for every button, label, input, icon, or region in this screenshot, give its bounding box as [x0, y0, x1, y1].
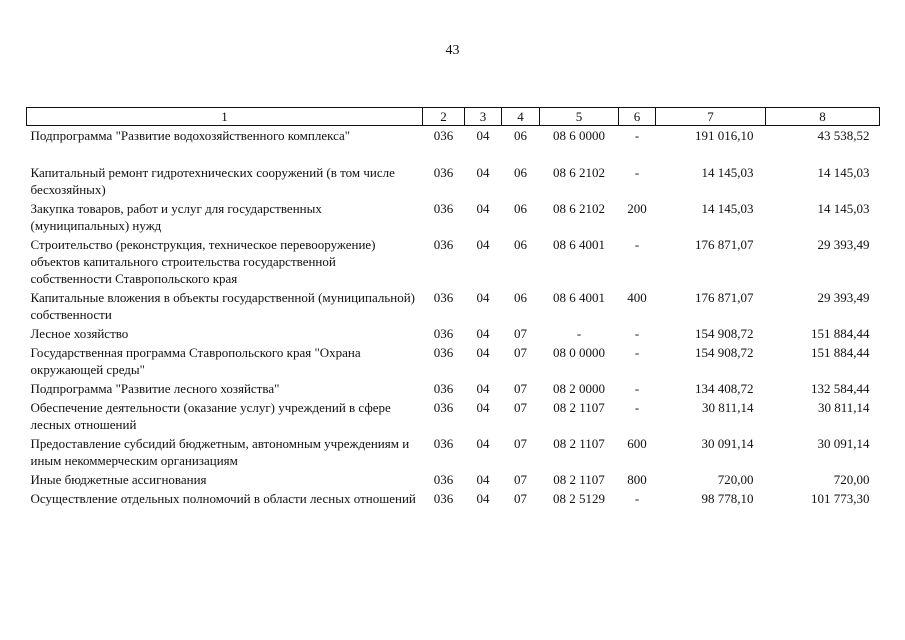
row-target-code: 08 6 0000	[553, 128, 605, 143]
row-section-code: 04	[476, 237, 490, 252]
row-name: Лесное хозяйство	[30, 326, 129, 341]
row-target-code: 08 6 4001	[553, 290, 605, 305]
row-amount-col7: 154 908,72	[695, 326, 754, 341]
row-amount-col8: 720,00	[833, 472, 870, 487]
row-amount-col7: 30 811,14	[701, 400, 754, 415]
row-amount-col8: 101 773,30	[811, 491, 870, 506]
row-ministry-code: 036	[433, 237, 454, 252]
row-expense-type: 600	[627, 436, 647, 451]
row-section-code: 04	[476, 491, 490, 506]
row-expense-type: -	[634, 326, 640, 341]
row-amount-col7: 720,00	[717, 472, 754, 487]
row-expense-type: -	[634, 237, 640, 252]
row-subsection-code: 07	[514, 472, 527, 487]
row-amount-col7: 176 871,07	[695, 237, 754, 252]
row-amount-col7: 134 408,72	[695, 381, 754, 396]
table-row	[27, 470, 880, 489]
row-subsection-code: 07	[514, 436, 527, 451]
row-amount-col7: 154 908,72	[695, 345, 754, 360]
row-section-code: 04	[476, 381, 490, 396]
budget-table	[26, 107, 880, 508]
row-target-code: 08 0 0000	[553, 345, 605, 360]
row-subsection-code: 07	[514, 326, 527, 341]
row-section-code: 04	[476, 436, 490, 451]
row-target-code: 08 2 1107	[553, 400, 605, 415]
row-section-code: 04	[476, 128, 490, 143]
table-row	[27, 126, 880, 164]
row-ministry-code: 036	[433, 491, 454, 506]
row-subsection-code: 06	[514, 165, 527, 180]
row-amount-col7: 14 145,03	[701, 165, 754, 180]
row-ministry-code: 036	[433, 128, 454, 143]
row-amount-col8: 30 091,14	[817, 436, 870, 451]
row-target-code: 08 2 1107	[553, 472, 605, 487]
row-amount-col8: 29 393,49	[817, 237, 870, 252]
header-col-4: 4	[502, 108, 540, 126]
row-subsection-code: 06	[514, 201, 527, 216]
row-name: Строительство (реконструкция, техническое перевооружение) объектов капитального строительства государственной собственности Ставропольского края	[30, 237, 376, 286]
row-name: Капитальный ремонт гидротехнических сооружений (в том числе бесхозяйных)	[30, 165, 395, 197]
row-amount-col7: 30 091,14	[701, 436, 754, 451]
row-target-code: 08 2 0000	[553, 381, 605, 396]
row-section-code: 04	[476, 290, 490, 305]
row-target-code: 08 2 5129	[553, 491, 605, 506]
header-row	[27, 108, 880, 126]
row-amount-col8: 29 393,49	[817, 290, 870, 305]
row-expense-type: -	[634, 381, 640, 396]
row-amount-col8: 14 145,03	[817, 201, 870, 216]
row-subsection-code: 06	[514, 290, 527, 305]
table-row	[27, 288, 880, 324]
header-col-5: 5	[540, 108, 619, 126]
row-amount-col7: 191 016,10	[695, 128, 754, 143]
budget-table-container	[26, 107, 879, 508]
row-name: Предоставление субсидий бюджетным, автономным учреждениям и иным некоммерческим организациям	[30, 436, 410, 468]
row-name: Иные бюджетные ассигнования	[30, 472, 207, 487]
row-expense-type: -	[634, 345, 640, 360]
row-amount-col7: 14 145,03	[701, 201, 754, 216]
row-amount-col7: 98 778,10	[701, 491, 754, 506]
row-expense-type: 200	[627, 201, 647, 216]
row-ministry-code: 036	[433, 326, 454, 341]
row-amount-col8: 151 884,44	[811, 326, 870, 341]
table-row	[27, 379, 880, 398]
row-name: Подпрограмма "Развитие водохозяйственного комплекса"	[30, 128, 351, 143]
row-name: Обеспечение деятельности (оказание услуг) учреждений в сфере лесных отношений	[30, 400, 391, 432]
row-target-code: 08 2 1107	[553, 436, 605, 451]
row-name: Государственная программа Ставропольского края "Охрана окружающей среды"	[30, 345, 361, 377]
header-col-2: 2	[423, 108, 465, 126]
row-ministry-code: 036	[433, 345, 454, 360]
row-amount-col8: 14 145,03	[817, 165, 870, 180]
row-expense-type: 800	[627, 472, 647, 487]
row-section-code: 04	[476, 326, 490, 341]
row-subsection-code: 07	[514, 491, 527, 506]
row-section-code: 04	[476, 201, 490, 216]
row-ministry-code: 036	[433, 381, 454, 396]
row-target-code: -	[576, 326, 582, 341]
row-ministry-code: 036	[433, 472, 454, 487]
row-target-code: 08 6 2102	[553, 165, 605, 180]
table-row	[27, 343, 880, 379]
row-expense-type: -	[634, 165, 640, 180]
table-row	[27, 235, 880, 288]
row-ministry-code: 036	[433, 201, 454, 216]
row-amount-col8: 30 811,14	[817, 400, 870, 415]
row-amount-col8: 132 584,44	[811, 381, 870, 396]
row-target-code: 08 6 2102	[553, 201, 605, 216]
row-ministry-code: 036	[433, 165, 454, 180]
row-expense-type: -	[634, 400, 640, 415]
table-header	[27, 108, 880, 126]
row-name: Осуществление отдельных полномочий в области лесных отношений	[30, 491, 416, 506]
row-subsection-code: 06	[514, 128, 527, 143]
row-subsection-code: 06	[514, 237, 527, 252]
table-row	[27, 163, 880, 199]
header-col-1: 1	[27, 108, 423, 126]
row-subsection-code: 07	[514, 381, 527, 396]
row-expense-type: 400	[627, 290, 647, 305]
row-amount-col7: 176 871,07	[695, 290, 754, 305]
row-subsection-code: 07	[514, 345, 527, 360]
table-row	[27, 434, 880, 470]
row-expense-type: -	[634, 491, 640, 506]
row-subsection-code: 07	[514, 400, 527, 415]
table-row	[27, 324, 880, 343]
header-col-3: 3	[465, 108, 502, 126]
row-amount-col8: 43 538,52	[817, 128, 870, 143]
row-ministry-code: 036	[433, 290, 454, 305]
table-row	[27, 489, 880, 508]
row-name: Капитальные вложения в объекты государственной (муниципальной) собственности	[30, 290, 415, 322]
header-col-7: 7	[656, 108, 766, 126]
row-section-code: 04	[476, 472, 490, 487]
row-expense-type: -	[634, 128, 640, 143]
row-section-code: 04	[476, 400, 490, 415]
row-name: Подпрограмма "Развитие лесного хозяйства"	[30, 381, 280, 396]
table-body	[27, 126, 880, 509]
row-ministry-code: 036	[433, 436, 454, 451]
row-amount-col8: 151 884,44	[811, 345, 870, 360]
row-ministry-code: 036	[433, 400, 454, 415]
row-section-code: 04	[476, 165, 490, 180]
page-number: 43	[445, 43, 460, 58]
header-col-8: 8	[766, 108, 880, 126]
table-row	[27, 199, 880, 235]
header-col-6: 6	[619, 108, 656, 126]
row-name: Закупка товаров, работ и услуг для государственных (муниципальных) нужд	[30, 201, 322, 233]
table-row	[27, 398, 880, 434]
row-target-code: 08 6 4001	[553, 237, 605, 252]
row-section-code: 04	[476, 345, 490, 360]
